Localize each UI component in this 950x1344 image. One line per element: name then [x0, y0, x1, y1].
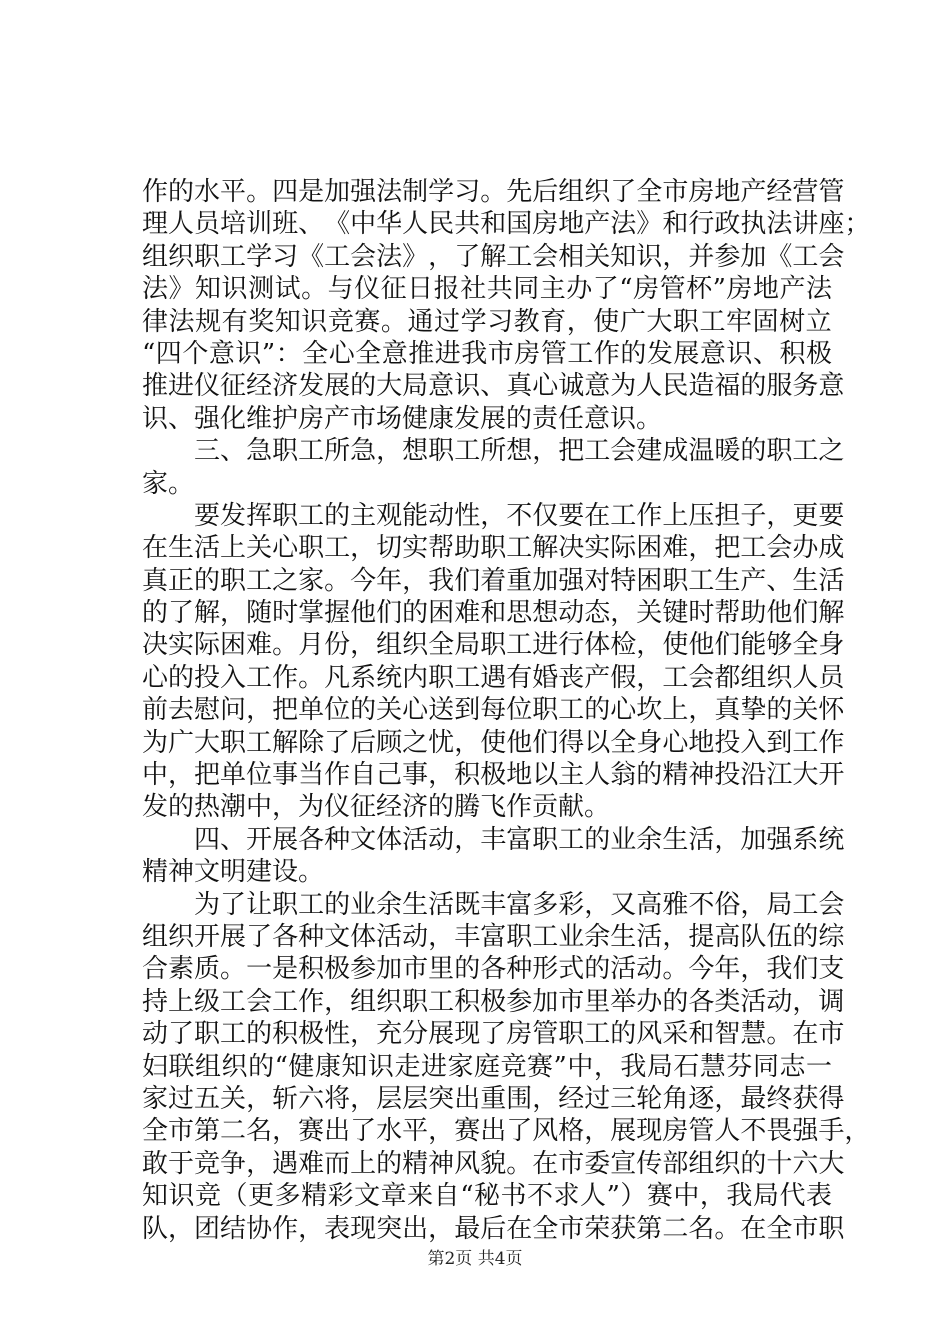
text-line: 家。: [142, 468, 195, 499]
text-line: 持 上 级 工 会 工 作 ， 组 织 职 工 积 极 参 加 市 里 举 办 的 各 类 活 动 ， 调: [142, 986, 845, 1017]
document-body: [142, 176, 871, 1245]
text-line: 心 的 投 入 工 作 。 凡 系 统 内 职 工 遇 有 婚 丧 产 假 ， 工 会 都 组 织 人 员: [142, 662, 845, 693]
text-line: 在 生 活 上 关 心 职 工 ， 切 实 帮 助 职 工 解 决 实 际 困 难 ， 把 工 会 办 成: [142, 533, 845, 564]
text-line: 三 、 急 职 工 所 急 ， 想 职 工 所 想 ， 把 工 会 建 成 温 暖 的 职 工 之: [194, 436, 845, 467]
text-line: 知 识 竞 （ 更 多 精 彩 文 章 来 自 “ 秘 书 不 求 人 ” ） 赛 中 ， 我 局 代 表: [142, 1181, 832, 1212]
page-footer: 第2页 共4页: [427, 1249, 523, 1269]
text-line: 队 ， 团 结 协 作 ， 表 现 突 出 ， 最 后 在 全 市 荣 获 第 二 名 。 在 全 市 职: [142, 1213, 845, 1244]
text-line: “ 四 个 意 识 ” ： 全 心 全 意 推 进 我 市 房 管 工 作 的 发 展 意 识 、 积 极: [142, 338, 832, 369]
text-line: 全 市 第 二 名 ， 赛 出 了 水 平 ， 赛 出 了 风 格 ， 展 现 房 管 人 不 畏 强 手 ，: [142, 1116, 871, 1147]
text-line: 为 广 大 职 工 解 除 了 后 顾 之 忧 ， 使 他 们 得 以 全 身 心 地 投 入 到 工 作: [142, 727, 845, 758]
text-line: 合 素 质 。 一 是 积 极 参 加 市 里 的 各 种 形 式 的 活 动 。 今 年 ， 我 们 支: [142, 954, 845, 985]
text-line: 动 了 职 工 的 积 极 性 ， 充 分 展 现 了 房 管 职 工 的 风 采 和 智 慧 。 在 市: [142, 1019, 845, 1050]
text-line: 中 ， 把 单 位 事 当 作 自 己 事 ， 积 极 地 以 主 人 翁 的 精 神 投 沿 江 大 开: [142, 760, 845, 791]
text-line: 家 过 五 关 ， 斩 六 将 ， 层 层 突 出 重 围 ， 经 过 三 轮 角 逐 ， 最 终 获 得: [142, 1083, 845, 1114]
text-line: 律 法 规 有 奖 知 识 竞 赛 。 通 过 学 习 教 育 ， 使 广 大 职 工 牢 固 树 立: [142, 306, 832, 337]
text-line: 识、强化维护房产市场健康发展的责任意识。: [142, 403, 663, 434]
text-line: 四 、 开 展 各 种 文 体 活 动 ， 丰 富 职 工 的 业 余 生 活 ， 加 强 系 统: [194, 824, 845, 855]
text-line: 作 的 水 平 。 四 是 加 强 法 制 学 习 。 先 后 组 织 了 全 市 房 地 产 经 营 管: [142, 177, 845, 207]
text-line: 法 》 知 识 测 试 。 与 仪 征 日 报 社 共 同 主 办 了 “ 房 管 杯 ” 房 地 产 法: [142, 274, 832, 305]
text-line: 真 正 的 职 工 之 家 。 今 年 ， 我 们 着 重 加 强 对 特 困 职 工 生 产 、 生 活: [142, 565, 845, 596]
text-line: 推 进 仪 征 经 济 发 展 的 大 局 意 识 、 真 心 诚 意 为 人 民 造 福 的 服 务 意: [142, 371, 845, 402]
text-line: 组 织 职 工 学 习 《 工 会 法 》 ， 了 解 工 会 相 关 知 识 ， 并 参 加 《 工 会: [142, 241, 845, 272]
text-line: 敢 于 竞 争 ， 遇 难 而 上 的 精 神 风 貌 。 在 市 委 宣 传 部 组 织 的 十 六 大: [142, 1148, 845, 1179]
text-line: 决 实 际 困 难 。 月 份 ， 组 织 全 局 职 工 进 行 体 检 ， 使 他 们 能 够 全 身: [142, 630, 845, 661]
text-line: 理 人 员 培 训 班 、 《 中 华 人 民 共 和 国 房 地 产 法 》 和 行 政 执 法 讲 座 ；: [142, 209, 871, 240]
text-line: 要 发 挥 职 工 的 主 观 能 动 性 ， 不 仅 要 在 工 作 上 压 担 子 ， 更 要: [194, 500, 845, 531]
text-line: 前 去 慰 问 ， 把 单 位 的 关 心 送 到 每 位 职 工 的 心 坎 上 ， 真 挚 的 关 怀: [142, 695, 845, 726]
text-line: 为 了 让 职 工 的 业 余 生 活 既 丰 富 多 彩 ， 又 高 雅 不 俗 ， 局 工 会: [194, 889, 845, 920]
text-line: 的 了 解 ， 随 时 掌 握 他 们 的 困 难 和 思 想 动 态 ， 关 键 时 帮 助 他 们 解: [142, 598, 845, 629]
text-line: 妇 联 组 织 的 “ 健 康 知 识 走 进 家 庭 竞 赛 ” 中 ， 我 局 石 慧 芬 同 志 一: [142, 1051, 832, 1082]
text-line: 组 织 开 展 了 各 种 文 体 活 动 ， 丰 富 职 工 业 余 生 活 ， 提 高 队 伍 的 综: [142, 921, 845, 952]
text-line: 发的热潮中，为仪征经济的腾飞作贡献。: [142, 792, 611, 823]
text-line: 精神文明建设。: [142, 857, 325, 888]
